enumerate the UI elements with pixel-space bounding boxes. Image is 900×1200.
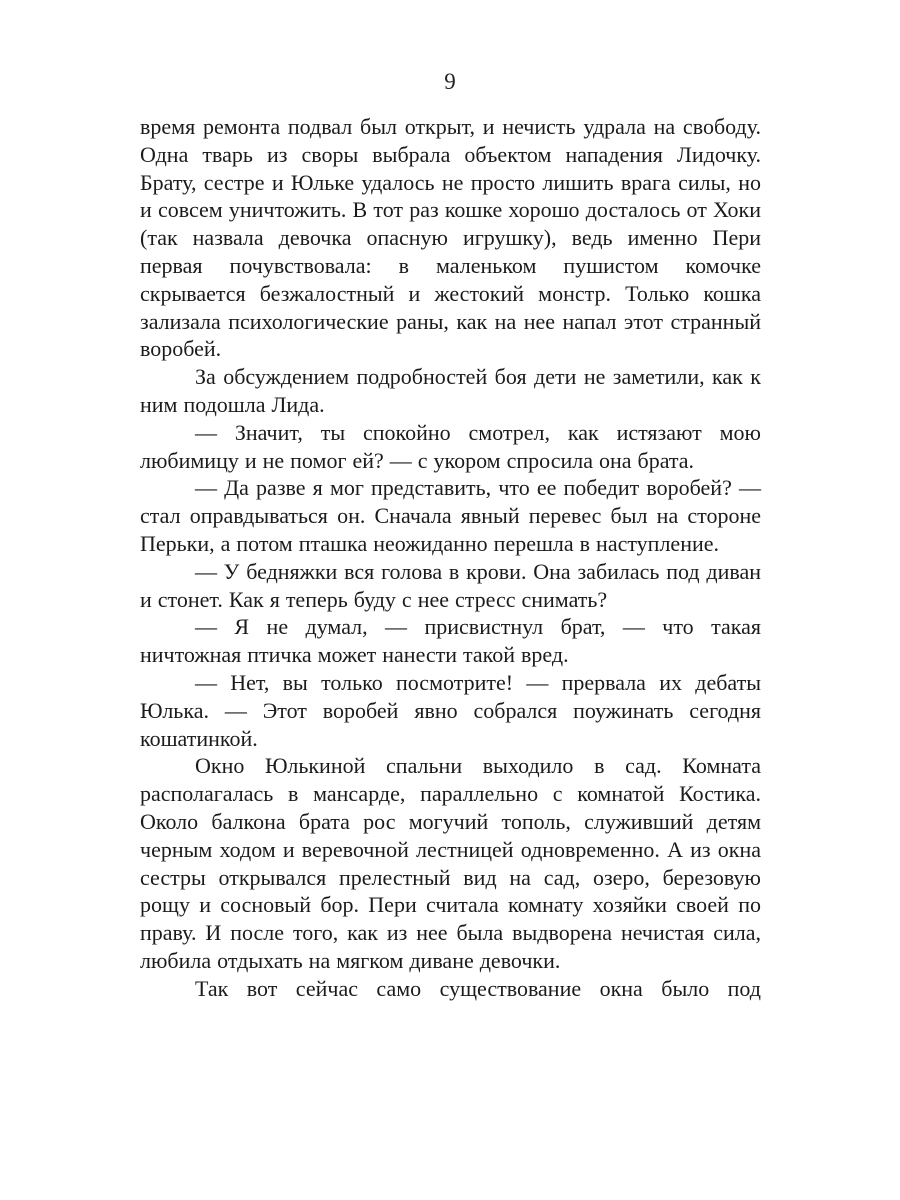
paragraph: — Я не думал, — присвистнул брат, — что такая ничтожная птичка может нанести такой вред. [140, 614, 761, 668]
paragraph: Так вот сейчас само существование окна было под [195, 975, 761, 1001]
page-text [140, 113, 761, 1003]
paragraph: — Да разве я мог представить, что ее победит воробей? — стал оправдываться он. Сначала явный перевес был на стороне Перьки, а потом пташка неожиданно перешла в наступление. [140, 475, 761, 556]
paragraph: Окно Юлькиной спальни выходило в сад. Комната располагалась в мансарде, параллельно с комнатой Костика. Около балкона брата рос могучий тополь, служивший детям черным ходом и веревочной лестницей одновременно. А из окна сестры открывался прелестный вид на сад, озеро, березовую рощу и сосновый бор. Пери считала комнату хозяйки своей по праву. И после того, как из нее была выдворена нечистая сила, любила отдыхать на мягком диване девочки. [140, 753, 761, 973]
paragraph: — Значит, ты спокойно смотрел, как истязают мою любимицу и не помог ей? — с укором спросила она брата. [140, 419, 761, 473]
paragraph: — Нет, вы только посмотрите! — прервала их дебаты Юлька. — Этот воробей явно собрался поужинать сегодня кошатинкой. [140, 669, 761, 751]
page-number: 9 [444, 69, 456, 94]
paragraph: За обсуждением подробностей боя дети не заметили, как к ним подошла Лида. [140, 364, 761, 417]
paragraph: время ремонта подвал был открыт, и нечисть удрала на свободу. Одна тварь из своры выбрала объектом нападения Лидочку. Брату, сестре и Юльке удалось не просто лишить врага силы, но и совсем уничтожить. В тот раз кошке хорошо досталось от Хоки (так назвала девочка опасную игрушку), ведь именно Пери первая почувствовала: в маленьком пушистом комочке скрывается безжалостный и жестокий монстр. Только кошка зализала психологические раны, как на нее напал этот странный воробей. [140, 114, 761, 362]
paragraph: — У бедняжки вся голова в крови. Она забилась под диван и стонет. Как я теперь буду с нее стресс снимать? [140, 558, 761, 612]
